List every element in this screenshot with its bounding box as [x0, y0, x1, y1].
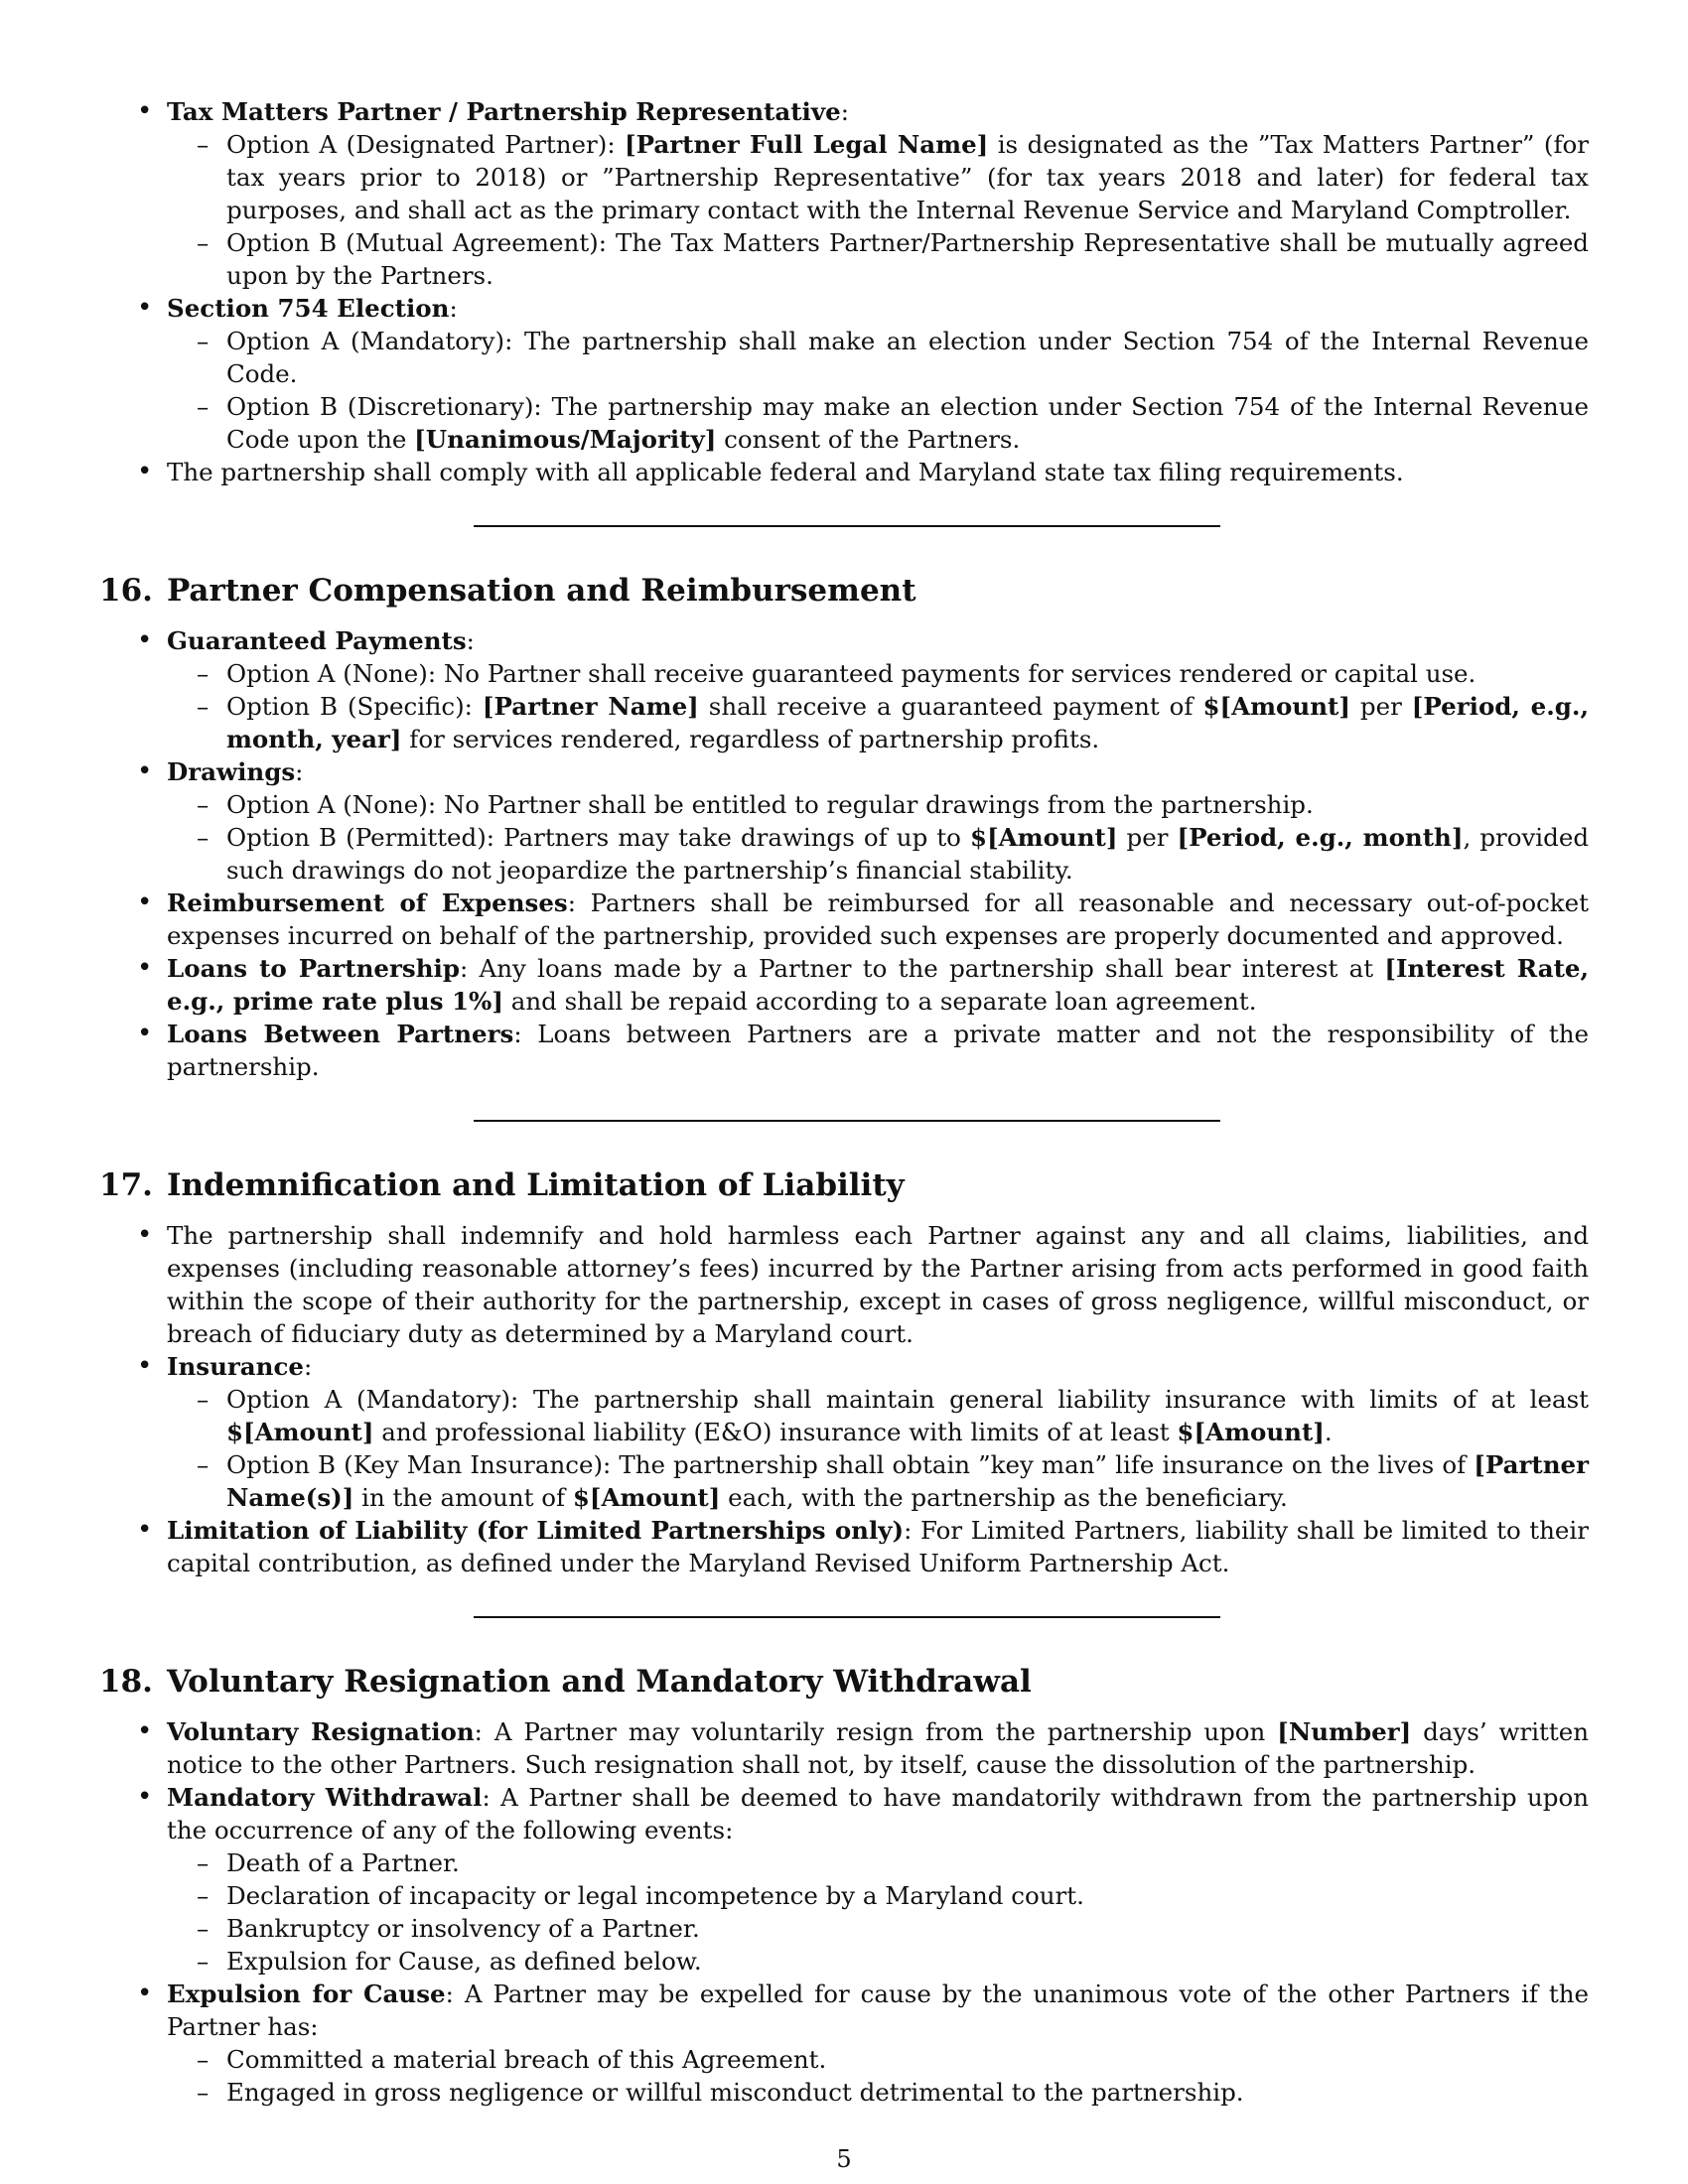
tax-matters-option-b: – Option B (Mutual Agreement): The Tax Matters Partner/Partnership Representative shall be mutually agreed upon by the Partners. — [167, 226, 1589, 292]
section-754-label: Section 754 Election — [167, 294, 450, 323]
placeholder-period: [Period, e.g., month, year] — [226, 692, 1589, 753]
list-item-indemnification: • The partnership shall indemnify and hold harmless each Partner against any and all claims, liabilities, and expenses (including reasonable attorney’s fees) incurred by the Partner arising from acts performed in good faith within the scope of their authority for the partnership, except in cases of gross negligence, willful misconduct, or breach of fiduciary duty as determined by a Maryland court. — [99, 1219, 1589, 1350]
section-divider — [474, 1120, 1220, 1122]
drawings-option-a: – Option A (None): No Partner shall be entitled to regular drawings from the partnership. — [167, 788, 1589, 821]
list-item-tax-matters: • Tax Matters Partner / Partnership Representative: – Option A (Designated Partner): [Partner Full Legal Name] is designated as the ”Tax Matters Partner” (for tax years prior to 2018) or ”Partnership Representative” (for tax years 2018 and later) for federal tax purposes, and shall act as the primary contact with the Internal Revenue Service and Maryland Comptroller. – Option B (Mutual Agreement): The Tax Matters Partner/Partnership Representative shall be mutually agreed upon by the Partners. — [99, 95, 1589, 292]
list-item-voluntary-resignation: • Voluntary Resignation: A Partner may voluntarily resign from the partnership upon [Number] days’ written notice to the other Partners. Such resignation shall not, by itself, cause the dissolution of the partnership. — [99, 1715, 1589, 1781]
placeholder-amount: $[Amount] — [1177, 1418, 1325, 1446]
list-item-loans-between-partners: • Loans Between Partners: Loans between Partners are a private matter and not the responsibility of the partnership. — [99, 1018, 1589, 1083]
section-17-list — [99, 1219, 1589, 1579]
expulsion-ground: – Engaged in gross negligence or willful misconduct detrimental to the partnership. — [167, 2076, 1589, 2109]
section-16-heading: 16. Partner Compensation and Reimbursement — [99, 573, 916, 609]
section-divider — [474, 1616, 1220, 1618]
tax-matters-options — [167, 128, 1589, 292]
insurance-label: Insurance — [167, 1352, 304, 1381]
expulsion-grounds-list — [167, 2043, 1589, 2109]
document-page — [99, 95, 1589, 2109]
placeholder-amount: $[Amount] — [1202, 692, 1350, 721]
section-754-options — [167, 325, 1589, 456]
withdrawal-event: – Bankruptcy or insolvency of a Partner. — [167, 1912, 1589, 1945]
limitation-of-liability-label: Limitation of Liability (for Limited Partnerships only) — [167, 1516, 905, 1545]
placeholder-number: [Number] — [1277, 1717, 1412, 1746]
placeholder-amount: $[Amount] — [970, 823, 1118, 852]
reimbursement-label: Reimbursement of Expenses — [167, 888, 568, 917]
section-754-option-b: – Option B (Discretionary): The partnership may make an election under Section 754 of the Internal Revenue Code upon the [Unanimous/Majority] consent of the Partners. — [167, 390, 1589, 456]
placeholder-amount: $[Amount] — [226, 1418, 374, 1446]
section-16-list — [99, 624, 1589, 1083]
list-item-guaranteed-payments: • Guaranteed Payments: – Option A (None): No Partner shall receive guaranteed payments for services rendered or capital use. – Option B (Specific): [Partner Name] shall receive a guaranteed payment of $[Amount] per [Period, e.g., month, year] for services rendered, regardless of partnership profits. — [99, 624, 1589, 755]
insurance-options — [167, 1383, 1589, 1514]
withdrawal-event: – Declaration of incapacity or legal incompetence by a Maryland court. — [167, 1879, 1589, 1912]
tax-provisions-list — [99, 95, 1589, 488]
withdrawal-event: – Expulsion for Cause, as defined below. — [167, 1945, 1589, 1978]
placeholder-partner-full-legal-name: [Partner Full Legal Name] — [625, 130, 989, 159]
list-item-loans-to-partnership: • Loans to Partnership: Any loans made by a Partner to the partnership shall bear interest at [Interest Rate, e.g., prime rate plus 1%] and shall be repaid according to a separate loan agreement. — [99, 952, 1589, 1018]
loans-between-partners-label: Loans Between Partners — [167, 1020, 514, 1048]
guaranteed-payments-options — [167, 657, 1589, 755]
section-18-list — [99, 1715, 1589, 2109]
guaranteed-payments-label: Guaranteed Payments — [167, 626, 467, 655]
guaranteed-option-a: – Option A (None): No Partner shall receive guaranteed payments for services rendered or capital use. — [167, 657, 1589, 690]
placeholder-unanimous-majority: [Unanimous/Majority] — [414, 425, 717, 454]
list-item-limitation-of-liability: • Limitation of Liability (for Limited Partnerships only): For Limited Partners, liability shall be limited to their capital contribution, as defined under the Maryland Revised Uniform Partnership Act. — [99, 1514, 1589, 1579]
mandatory-withdrawal-label: Mandatory Withdrawal — [167, 1783, 483, 1812]
page-number: 5 — [836, 2145, 852, 2173]
placeholder-interest-rate: [Interest Rate, e.g., prime rate plus 1%] — [167, 954, 1590, 1016]
drawings-label: Drawings — [167, 757, 296, 786]
withdrawal-event: – Death of a Partner. — [167, 1846, 1589, 1879]
list-item-insurance: • Insurance: – Option A (Mandatory): The partnership shall maintain general liability insurance with limits of at least $[Amount] and professional liability (E&O) insurance with limits of at least $[Amount]. – Option B (Key Man Insurance): The partnership shall obtain ”key man” life insurance on the lives of [Partner Name(s)] in the amount of $[Amount] each, with the partnership as the beneficiary. — [99, 1350, 1589, 1514]
list-item-section-754: • Section 754 Election: – Option A (Mandatory): The partnership shall make an election under Section 754 of the Internal Revenue Code. – Option B (Discretionary): The partnership may make an election under Section 754 of the Internal Revenue Code upon the [Unanimous/Majority] consent of the Partners. — [99, 292, 1589, 456]
voluntary-resignation-label: Voluntary Resignation — [167, 1717, 475, 1746]
tax-matters-label: Tax Matters Partner / Partnership Representative — [167, 97, 841, 126]
drawings-options — [167, 788, 1589, 887]
list-item-reimbursement: • Reimbursement of Expenses: Partners shall be reimbursed for all reasonable and necessary out-of-pocket expenses incurred on behalf of the partnership, provided such expenses are properly documented and approved. — [99, 887, 1589, 952]
section-754-option-a: – Option A (Mandatory): The partnership shall make an election under Section 754 of the Internal Revenue Code. — [167, 325, 1589, 390]
guaranteed-option-b: – Option B (Specific): [Partner Name] shall receive a guaranteed payment of $[Amount] per [Period, e.g., month, year] for services rendered, regardless of partnership profits. — [167, 690, 1589, 755]
loans-to-partnership-label: Loans to Partnership — [167, 954, 460, 983]
list-item-drawings: • Drawings: – Option A (None): No Partner shall be entitled to regular drawings from the partnership. – Option B (Permitted): Partners may take drawings of up to $[Amount] per [Period, e.g., month], provided such drawings do not jeopardize the partnership’s financial stability. — [99, 755, 1589, 887]
expulsion-for-cause-label: Expulsion for Cause — [167, 1979, 446, 2008]
placeholder-partner-name: [Partner Name] — [482, 692, 699, 721]
insurance-option-a: – Option A (Mandatory): The partnership shall maintain general liability insurance with limits of at least $[Amount] and professional liability (E&O) insurance with limits of at least $[Amount]. — [167, 1383, 1589, 1448]
list-item-mandatory-withdrawal: • Mandatory Withdrawal: A Partner shall be deemed to have mandatorily withdrawn from the partnership upon the occurrence of any of the following events: – Death of a Partner. – Declaration of incapacity or legal incompetence by a Maryland court. – Bankruptcy or insolvency of a Partner. – Expulsion for Cause, as defined below. — [99, 1781, 1589, 1978]
section-17-heading: 17. Indemnification and Limitation of Liability — [99, 1167, 905, 1203]
placeholder-period: [Period, e.g., month] — [1177, 823, 1464, 852]
placeholder-partner-names: [Partner Name(s)] — [226, 1450, 1589, 1512]
section-18-heading: 18. Voluntary Resignation and Mandatory Withdrawal — [99, 1664, 1032, 1700]
expulsion-ground: – Committed a material breach of this Agreement. — [167, 2043, 1589, 2076]
withdrawal-events-list — [167, 1846, 1589, 1978]
list-item-compliance: • The partnership shall comply with all applicable federal and Maryland state tax filing requirements. — [99, 456, 1589, 488]
section-divider — [474, 525, 1220, 527]
insurance-option-b: – Option B (Key Man Insurance): The partnership shall obtain ”key man” life insurance on the lives of [Partner Name(s)] in the amount of $[Amount] each, with the partnership as the beneficiary. — [167, 1448, 1589, 1514]
tax-matters-option-a: – Option A (Designated Partner): [Partner Full Legal Name] is designated as the ”Tax Matters Partner” (for tax years prior to 2018) or ”Partnership Representative” (for tax years 2018 and later) for federal tax purposes, and shall act as the primary contact with the Internal Revenue Service and Maryland Comptroller. — [167, 128, 1589, 226]
placeholder-amount: $[Amount] — [572, 1483, 721, 1512]
list-item-expulsion-for-cause: • Expulsion for Cause: A Partner may be expelled for cause by the unanimous vote of the other Partners if the Partner has: – Committed a material breach of this Agreement. – Engaged in gross negligence or willful misconduct detrimental to the partnership. — [99, 1978, 1589, 2109]
drawings-option-b: – Option B (Permitted): Partners may take drawings of up to $[Amount] per [Period, e.g., month], provided such drawings do not jeopardize the partnership’s financial stability. — [167, 821, 1589, 887]
